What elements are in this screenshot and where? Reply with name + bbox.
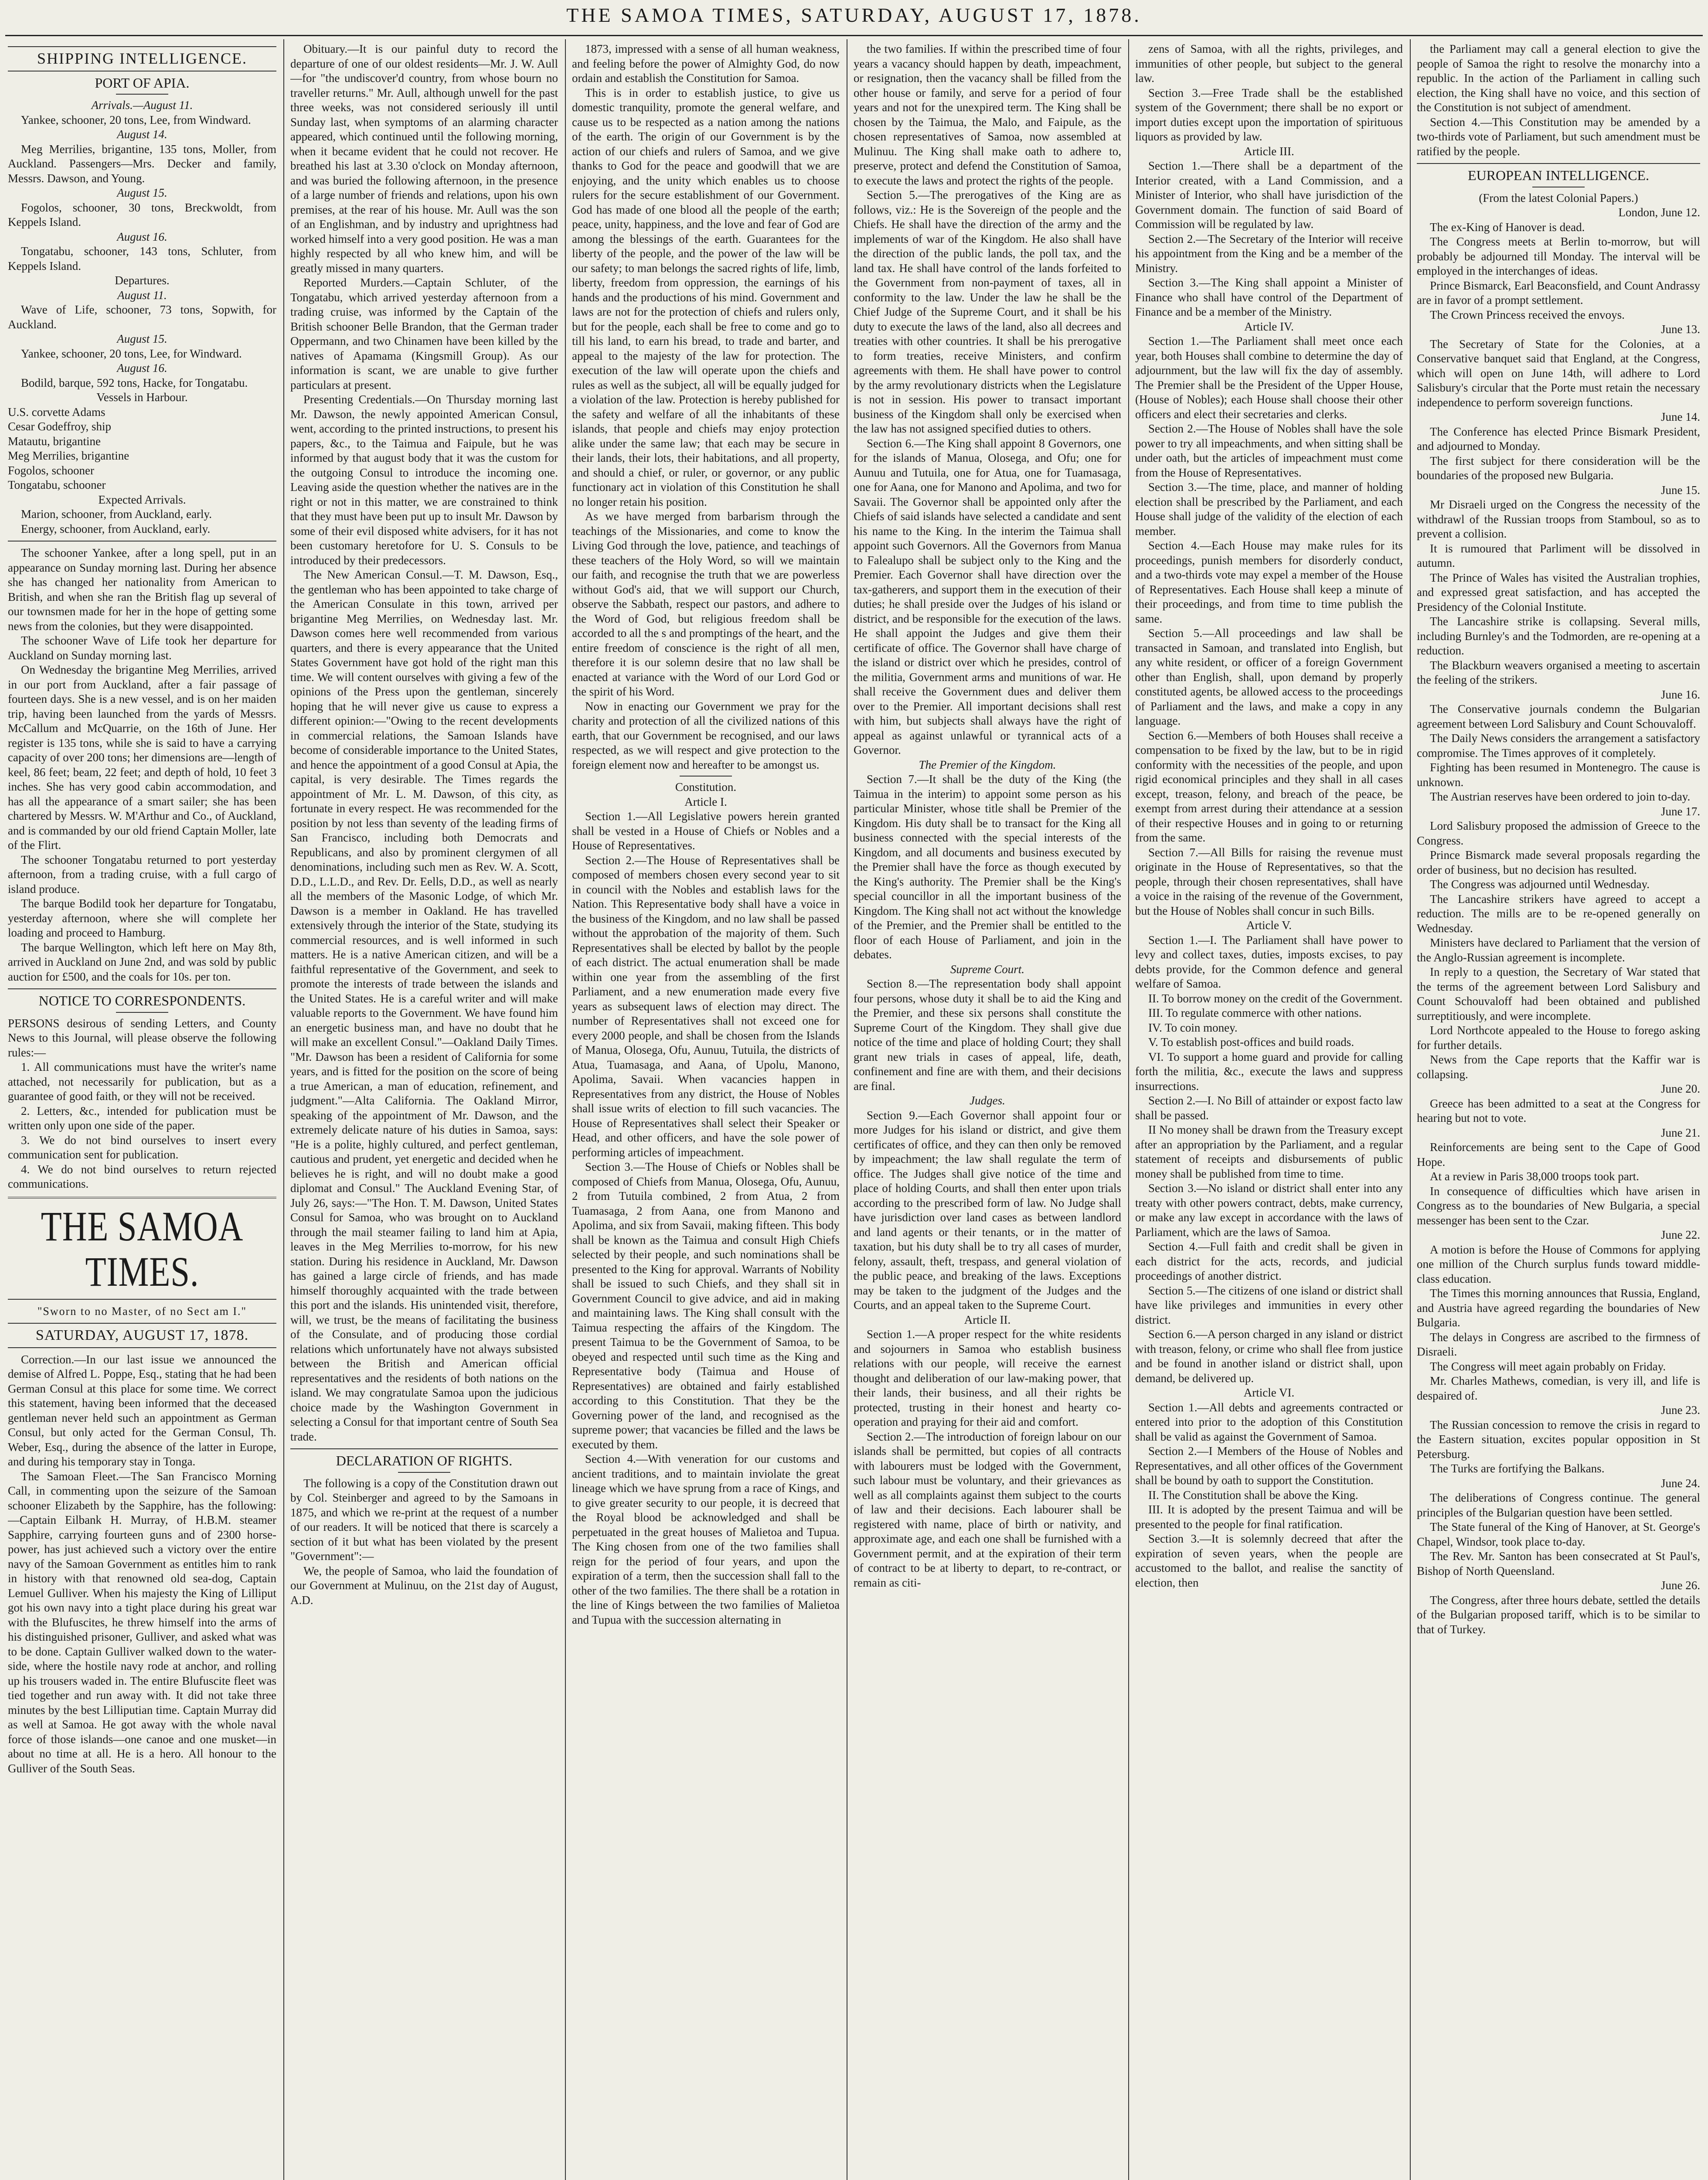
shipping-entry: Meg Merrilies, brigantine, 135 tons, Moller, from Auckland. Passengers—Mrs. Decker and family, Messrs. Dawson, and Young. [8,142,276,185]
section-paragraph: II No money shall be drawn from the Treasury except after an appropriation by the Parliament, and a regular statement of receipts and disbursements of public money shall be published from time to time. [1135,1123,1403,1180]
shipping-entry: Yankee, schooner, 20 tons, Lee, for Windward. [21,347,242,360]
court-heading: Supreme Court. [950,962,1024,976]
news-item: Mr Disraeli urged on the Congress the necessity of the withdrawl of the Russian troops from Stamboul, so as to prevent a collision. [1417,498,1700,540]
column-rule [565,39,566,2180]
section-paragraph: Section 2.—The House of Representatives shall be composed of members chosen every second year to sit in council with the Nobles and establish laws for the Nation. This Representative body shall have a voice in the business of the Kingdom, and no law shall be passed without the approbation of the majority of them. Such Representatives shall be elected by ballot by the people of each district. The actual enumeration shall be made within one year from the assembling of the first Parliament, and a new enumeration made every five years as subsequent laws of election may direct. The number of Representatives shall not exceed one for every 2000 people, and shall be chosen from the Islands of Manua, Olosega, Ofu, Aunuu, Tutuila, the districts of Atua, Tuamasaga, and Aana, of Upolu, Manono, Apolima, Savaii. When vacancies happen in Representatives from any district, the House of Nobles shall issue writs of election to fill such vacancies. The House of Representatives shall select their Speaker or Head, and other officers, and have the sole power of performing articles of impeachment. [572,853,840,1159]
news-item: Fighting has been resumed in Montenegro. The cause is unknown. [1417,761,1700,789]
column-6 [1417,42,1700,2180]
section-paragraph: Section 3.—The King shall appoint a Minister of Finance who shall have control of the Department of Finance and be a member of the Ministry. [1135,276,1403,318]
vessels-heading: Vessels in Harbour. [96,391,188,404]
news-paragraph: The schooner Tongatabu returned to port yesterday afternoon, from a trading cruise, with a full cargo of island produce. [8,853,276,896]
section-paragraph: Section 1.—All Legislative powers herein granted shall be vested in a House of Chiefs or Nobles and a House of Representatives. [572,810,840,852]
news-paragraph: The New American Consul.—T. M. Dawson, Esq., the gentleman who has been appointed to take charge of the American Consulate in this town, arrived per brigantine Meg Merrilies, on Wednesday last. Mr. Dawson comes here well recommended from various quarters, and there is every appearance that the United States Government have got hold of the right man this time. We will content ourselves with giving a few of the opinions of the Press upon the gentleman, sincerely hoping that he will never give us cause to express a different opinion:—"Owing to the recent developments in commercial relations, the Samoan Islands have become of considerable importance to the United States, and hence the appointment of a good Consul at Apia, the capital, is very desirable. The Times regards the appointment of Mr. L. M. Dawson, of this city, as fortunate in every respect. He was recommended for the position by not less than seventy of the leading firms of San Francisco, including both Democrats and Republicans, and also by prominent clergymen of all denominations, including such men as Rev. W. A. Scott, D.D., L.L.D., and Rev. Dr. Eells, D.D., as well as nearly all the members of the Masonic Lodge, of which Mr. Dawson is a member in Oakland. He has travelled extensively through the interior of the State, studying its commercial resources, and is well informed in such matters. He is a native American citizen, and will be a faithful representative of the Government, and seek to promote the interests of trade between the islands and the United States. He is a careful writer and will make valuable reports to the Government. We have found him an energetic business man, and have no doubt that he will make an excellent Consul."—Oakland Daily Times. "Mr. Dawson has been a resident of California for some years, and is fitted for the position on the score of being a true American, a man of education, refinement, and judgment."—Alta California. The Oakland Mirror, speaking of the appointment of Mr. Dawson, and the extremely delicate nature of his duties in Samoa, says: "He is a polite, highly cultured, and perfect gentleman, cautious and prudent, yet energetic and decided when he believes he is right, and will no doubt make a good diplomat and Consul." The Auckland Evening Star, of July 26, says:—"The Hon. T. M. Dawson, United States Consul for Samoa, who was brought on to Auckland through the mail steamer failing to land him at Apia, leaves in the Meg Merrilies to-morrow, for his new station. During his residence in Auckland, Mr. Dawson has gained a large circle of friends, and has made himself thoroughly acquainted with the trade between this port and the islands. His unintended visit, therefore, will, we trust, be the means of facilitating the business of the Consulate, and of producing those cordial relations which unfortunately have not always subsisted between the British and American official representatives and the residents of both nations on the island. We may congratulate Samoa upon the judicious choice made by the Washington Government in selecting a Consul for that important centre of South Sea trade. [290,568,558,1443]
divider [290,1448,558,1449]
news-item: The Conference has elected Prince Bismark President, and adjourned to Monday. [1417,425,1700,453]
divider [8,71,276,72]
news-item: The Lancashire strikers have agreed to accept a reduction. The mills are to be re-opened generally on Wednesday. [1417,892,1700,935]
article-heading: Article VI. [1243,1386,1295,1399]
section-paragraph: V. To establish post-offices and build roads. [1148,1036,1354,1049]
vessel-item: Tongatabu, schooner [8,478,106,491]
shipping-date: August 15. [117,332,167,345]
divider [8,1323,276,1324]
news-item: The Daily News considers the arrangement a satisfactory compromise. The Times approves of it completely. [1417,732,1700,760]
news-paragraph: Obituary.—It is our painful duty to record the departure of one of our oldest residents—Mr. J. W. Aull—for "the undiscover'd country, from whose bourn no traveller returns." Mr. Aull, although unwell for the past three weeks, was not considered seriously ill until Sunday last, when symptoms of an alarming character appeared, which continued until the following morning, when it became evident that he could not recover. He breathed his last at 3.30 o'clock on Monday afternoon, and was buried the following afternoon, in the presence of a large number of friends and relations, upon his own premises, at the rear of his house. Mr. Aull was the son of an Englishman, and by industry and uprightness had worked himself into a very good position. He was a man highly respected by all who knew him, and will be greatly missed in many quarters. [290,42,558,275]
section-paragraph: IV. To coin money. [1148,1021,1238,1034]
expected-item: Marion, schooner, from Auckland, early. [21,508,212,521]
shipping-entry: Fogolos, schooner, 30 tons, Breckwoldt, from Keppels Island. [8,201,276,228]
section-paragraph: Section 2.—I Members of the House of Nobles and Representatives, and all other offices of the Government shall be bound by oath to support the Constitution. [1135,1444,1403,1487]
notice-heading: NOTICE TO CORRESPONDENTS. [38,993,246,1008]
news-item: The Crown Princess received the envoys. [1430,308,1625,321]
article-heading: Article I. [684,795,727,808]
news-item: Lord Salisbury proposed the admission of Greece to the Congress. [1417,819,1700,847]
section-paragraph: III. To regulate commerce with other nations. [1148,1006,1362,1019]
divider [398,1472,450,1473]
departures-heading: Departures. [115,274,170,287]
section-paragraph: Section 6.—The King shall appoint 8 Governors, one for the islands of Manua, Olosega, and Ofu; one for Aunuu and Tutuila, one for Atua, one for Tuamasaga, one for Aana, one for Manono and Apolima, and two for Savaii. The Governor shall be appointed only after the Chiefs of said islands have selected a candidate and sent his name to the King. In the interim the Taimua shall appoint such Governors. All the Governors from Manua to Falealupo shall be subject only to the King and the Premier. Each Governor shall have direction over the tax-gatherers, and support them in the execution of their duties; he shall preside over the Judges of his island or district, and be responsible for the execution of the laws. He shall appoint the Judges and give them their certificate of office. The Governor shall have charge of the island or district over which he presides, control of the militia, Government arms and munitions of war. He shall receive the Government dues and deliver them over to the Premier. All important decisions shall rest with him, but subjects shall always have the right of appeal as against unlawful or tyrannical acts of a Governor. [854,436,1121,756]
news-item: Reinforcements are being sent to the Cape of Good Hope. [1417,1141,1700,1168]
section-paragraph: Section 1.—A proper respect for the white residents and sojourners in Samoa who establish business relations with our people, will receive the earnest thought and deliberation of our law-making power, that their lands, their business, and all their rights be protected, trusting in their honest and hearty co-operation and praying for their aid and comfort. [854,1328,1121,1428]
shipping-date: August 15. [117,186,167,199]
section-paragraph: Section 4.—This Constitution may be amended by a two-thirds vote of Parliament, but such amendment must be ratified by the people. [1417,115,1700,158]
section-paragraph: Section 2.—The introduction of foreign labour on our islands shall be permitted, but copies of all contracts with labourers must be lodged with the Government, such labour must be voluntary, and their grievances as well as all complaints against them subject to the courts of law and their decisions. Each labourer shall be registered with name, place of birth or nativity, and approximate age, and each one shall be furnished with a Government permit, and at the expiration of their term of contract to be at liberty to depart, to re-contract, or remain as citi- [854,1430,1121,1589]
news-item: News from the Cape reports that the Kaffir war is collapsing. [1417,1053,1700,1081]
news-item: Lord Northcote appealed to the House to forego asking for further details. [1417,1024,1700,1052]
shipping-entry: Yankee, schooner, 20 tons, Lee, from Windward. [21,113,251,126]
news-item: The Times this morning announces that Russia, England, and Austria have agreed regarding the boundaries of New Bulgaria. [1417,1287,1700,1329]
news-date: June 14. [1661,410,1700,423]
news-item: Greece has been admitted to a seat at the Congress for hearing but not to vote. [1417,1097,1700,1124]
divider [8,541,276,542]
news-paragraph: The barque Wellington, which left here on May 8th, arrived in Auckland on June 2nd, and was sold by public auction for £500, and the coals for 10s. per ton. [8,940,276,983]
news-paragraph: On Wednesday the brigantine Meg Merrilies, arrived in our port from Auckland, after a fair passage of fourteen days. She is a new vessel, and is on her maiden trip, having been launched from the yards of Messrs. McCallum and McQuarrie, on the 16th of June. Her register is 135 tons, while she is said to have a carrying capacity of over 200 tons; her dimensions are—length of keel, 86 feet; beam, 22 feet; and depth of hold, 10 feet 3 inches. She has very good cabin accommodation, and has all the appearance of a smart sailer; she has been chartered by Messrs. W. M'Arthur and Co., of Auckland, and is commanded by our old friend Captain Moller, late of the Flirt. [8,663,276,852]
declaration-heading: DECLARATION OF RIGHTS. [336,1453,513,1468]
shipping-date: August 14. [117,128,167,141]
section-paragraph: Section 3.—The House of Chiefs or Nobles shall be composed of Chiefs from Manua, Olosega, Ofu, Aunuu, 2 from Tutuila combined, 2 from Atua, 2 from Tuamasaga, 2 from Aana, one from Manono and Apolima, and six from Savaii, making fifteen. This body shall be known as the Taimua and consult High Chiefs selected by their people, and such nominations shall be presented to the King for approval. Warrants of Nobility shall be issued to such Chiefs, and they shall sit in Government Council to give advice, and aid in making and maintaining laws. The King shall consult with the Taimua respecting the affairs of the Kingdom. The present Taimua to be the Government of Samoa, to be obeyed and respected until such time as the King and Representative body (Taimua and House of Representatives) are obtained and fairly established according to this Constitution. That they be the Governing power of the land, and recognised as the supreme power; that vacancies be filled and the laws be executed by them. [572,1160,840,1451]
declaration-paragraph: We, the people of Samoa, who laid the foundation of our Government at Mulinuu, on the 21st day of August, A.D. [290,1564,558,1607]
european-source: (From the latest Colonial Papers.) [1479,191,1638,204]
issue-dateline: SATURDAY, AUGUST 17, 1878. [35,1327,249,1343]
news-date: June 22. [1661,1228,1700,1241]
section-paragraph: Section 2.—The Secretary of the Interior will receive his appointment from the King and be a member of the Ministry. [1135,232,1403,275]
news-paragraph: The barque Bodild took her departure for Tongatabu, yesterday afternoon, where she will complete her loading and proceed to Hamburg. [8,897,276,939]
column-1 [8,42,276,2180]
section-paragraph: the two families. If within the prescribed time of four years a vacancy should happen by death, impeachment, or resignation, then the vacancy shall be filled from the other house or family, and serve for a period of four years and not for the unexpired term. The King shall be chosen by the Taimua, the Malo, and Faipule, as the chosen representatives of Samoa, now assembled at Mulinuu. The King shall make oath to adhere to, preserve, protect and defend the Constitution of Samoa, to execute the laws and protect the rights of the people. [854,42,1121,187]
news-item: Ministers have declared to Parliament that the version of the Anglo-Russian agreement is incomplete. [1417,936,1700,964]
news-date: June 16. [1661,688,1700,701]
news-item: The State funeral of the King of Hanover, at St. George's Chapel, Windsor, took place to-day. [1417,1520,1700,1548]
news-paragraph: Reported Murders.—Captain Schluter, of the Tongatabu, which arrived yesterday afternoon from a trading cruise, was informed by the Captain of the British schooner Belle Brandon, that the German trader Oppermann, and two Chinamen have been killed by the natives of Apamama (Kingsmill Group). As our information is scant, we are unable to give further particulars at present. [290,276,558,392]
section-paragraph: Section 4.—Each House may make rules for its proceedings, punish members for disorderly conduct, and a two-thirds vote may expel a member of the House of Representatives. Each House shall keep a minute of their proceedings, and from time to time publish the same. [1135,539,1403,625]
section-paragraph: Section 5.—The prerogatives of the King are as follows, viz.: He is the Sovereign of the people and the Chiefs. He shall have the direction of the army and the implements of war of the Kingdom. He also shall have the direction of the public lands, the poll tax, and the land tax. He shall have control of the lands forfeited to the Government from non-payment of taxes, all in conformity to the law. Under the law he shall be the Chief Judge of the Supreme Court, and it shall be his duty to execute the laws of the land, also all decrees and treaties with other countries. It shall be his prerogative to form treaties, receive Ministers, and confirm agreements with them. He shall have power to control by the army revolutionary districts when the Legislature is not in session. His power to transact important business of the Kingdom shall only be exercised when the law has not assigned specified duties to others. [854,188,1121,435]
editorial-paragraph: Correction.—In our last issue we announced the demise of Alfred L. Poppe, Esq., stating that he had been German Consul at this place for some time. We correct this statement, having been informed that the deceased gentleman never held such an appointment as German Consul, but only acted for the German Consul, Th. Weber, Esq., during the absence of the latter in Europe, and during his temporary stay in Tonga. [8,1352,276,1468]
preamble-paragraph: This is in order to establish justice, to give us domestic tranquility, promote the general welfare, and cause us to be respected as a nation among the nations of the earth. The origin of our Government is by the action of our chiefs and rulers of Samoa, and we give thanks to God for the peace and goodwill that we are enjoying, and the unity which enables us to choose rulers for the secure establishment of our Government. God has made of one blood all the people of the earth; peace, unity, happiness, and the love and fear of God are among the blessings of the earth. Guarantees for the liberty of the people, and the power of the law will be our safety; to man belongs the sacred rights of life, limb, liberty, freedom from oppression, the earnings of his hands and the productions of his mind. Government and laws are not for the protection of chiefs and rulers only, but for the people, each shall be free to come and go to till his land, to earn his bread, to trade and barter, and appeal to the majesty of the law for protection. The execution of the law will operate upon the chiefs and rules as well as the subject, all will be equally judged for a violation of the law. Protection is hereby published for the safety and welfare of all the inhabitants of these islands, that people and chiefs may enjoy protection alike under the same law; that each may be secure in their lands, their lots, their habitations, and all property, and should a chief, or ruler, or governor, or any public functionary act in violation of this Constitution he shall no longer retain his position. [572,86,840,508]
page-header: THE SAMOA TIMES, SATURDAY, AUGUST 17, 1878. [566,4,1142,26]
news-item: Prince Bismarck, Earl Beaconsfield, and Count Andrassy are in favor of a prompt settlement. [1417,279,1700,307]
news-date: June 24. [1661,1476,1700,1490]
section-paragraph: Section 6.—Members of both Houses shall receive a compensation to be fixed by the law, but to be in rigid conformity with the necessities of the people, and upon rigid economical principles and they shall in all cases except, treason, felony, and breach of the peace, be exempt from arrest during their attendance at a session of their respective Houses and in going to or returning from the same. [1135,729,1403,844]
divider [680,776,732,777]
premier-heading: The Premier of the Kingdom. [919,758,1056,771]
section-paragraph: Section 7.—It shall be the duty of the King (the Taimua in the interim) to appoint some person as his particular Minister, whose title shall be Premier of the Kingdom. His duty shall be to transact for the King all business connected with the special interests of the Kingdom, and all documents and business executed by the Premier shall have the force as though executed by the King's authority. The Premier shall be the King's special councillor in all the important business of the Kingdom. The King shall not act without the knowledge of the Premier, and the Premier shall be entitled to the floor of each House of Parliament, and join in the debates. [854,773,1121,961]
shipping-entry: Tongatabu, schooner, 143 tons, Schluter, from Keppels Island. [8,245,276,272]
news-item: The Austrian reserves have been ordered to join to-day. [1430,790,1691,803]
preamble-paragraph: Now in enacting our Government we pray for the charity and protection of all the civilized nations of this earth, that our Government be recognised, and our laws respected, as we will respect and give protection to the foreign element now and hereafter to be amongst us. [572,699,840,771]
section-paragraph: Section 5.—All proceedings and law shall be transacted in Samoan, and translated into English, but any white resident, or officer of a foreign Government other than English, shall, upon demand by properly constituted agents, be allowed access to the proceedings of Parliament and the laws, and make a copy in any language. [1135,627,1403,727]
section-paragraph: the Parliament may call a general election to give the people of Samoa the right to resolve the monarchy into a republic. In the action of the Parliament in calling such election, the King shall have no voice, and this section of the Constitution is not subject of amendment. [1417,42,1700,114]
arrivals-heading: Arrivals.—August 11. [91,99,193,112]
news-date: June 21. [1661,1126,1700,1139]
news-item: The Secretary of State for the Colonies, at a Conservative banquet said that England, at the Congress, which will open on June 14th, will adhere to Lord Salisbury's circular that the Porte must retain the necessary independence to perform sovereign functions. [1417,337,1700,409]
news-date: June 13. [1661,323,1700,336]
preamble-paragraph: As we have merged from barbarism through the teachings of the Missionaries, and come to know the Living God through the love, patience, and teachings of these teachers of the Holy Word, so will we maintain our faith, and recognise the truth that we are powerless without God's aid, that we will support our Church, observe the Sabbath, respect our pastors, and adhere to the Word of God, but religious freedom shall be accorded to all the s and promptings of the heart, and the entire freedom of conscience is the right of all men, therefore it is our solemn desire that no law shall be enacted at variance with the Word of our Lord God or the spirit of his Word. [572,510,840,698]
news-date: June 26. [1661,1579,1700,1592]
european-items [1417,220,1700,1637]
news-item: The Russian concession to remove the crisis in regard to the Eastern situation, excites popular opposition in St Petersburg. [1417,1418,1700,1461]
section-paragraph: Section 3.—Free Trade shall be the established system of the Government; there shall be no export or import duties except upon the importation of spirituous liquors as provided by law. [1135,86,1403,143]
news-item: The ex-King of Hanover is dead. [1430,220,1585,234]
european-heading: EUROPEAN INTELLIGENCE. [1468,167,1649,183]
column-rule [1128,39,1129,2180]
news-item: A motion is before the House of Commons for applying one million of the Church surplus funds toward middle-class education. [1417,1243,1700,1285]
divider [8,1299,276,1300]
news-item: The Congress will meet again probably on Friday. [1430,1359,1666,1373]
news-item: The first subject for there consideration will be the boundaries of the proposed new Bulgaria. [1417,454,1700,482]
section-paragraph: Section 3.—The time, place, and manner of holding election shall be prescribed by the Parliament, and each House shall judge of the validity of the election of each member. [1135,480,1403,538]
section-paragraph: Section 3.—No island or district shall enter into any treaty with other powers contract, debts, make currency, or make any law except in accordance with the laws of Parliament, which are the laws of Samoa. [1135,1182,1403,1239]
column-4 [854,42,1121,2180]
news-paragraph: Presenting Credentials.—On Thursday morning last Mr. Dawson, the newly appointed American Consul, went, according to the printed instructions, to present his papers, &c., to the Taimua and Faipule, but he was informed by that august body that it was the custom for the outgoing Consul to introduce the incoming one. Leaving aside the question whether the natives are in the right or not in this matter, we are constrained to think that they must have been put up to insult Mr. Dawson by some of their evil disposed white advisers, for it has not been customary heretofore for U. S. Consuls to be introduced by their predecessors. [290,393,558,567]
section-paragraph: Section 6.—A person charged in any island or district with treason, felony, or crime who shall flee from justice and be found in another island or district shall, upon demand, be delivered up. [1135,1328,1403,1385]
constitution-heading: Constitution. [675,780,737,794]
notice-rule: 4. We do not bind ourselves to return rejected communications. [8,1162,276,1190]
divider [8,988,276,989]
column-2 [290,42,558,2180]
preamble-paragraph: 1873, impressed with a sense of all human weakness, and feeling before the power of Almighty God, do now ordain and establish the Constitution for Samoa. [572,42,840,85]
expected-heading: Expected Arrivals. [98,493,186,506]
notice-rule: 2. Letters, &c., intended for publication must be written only upon one side of the paper. [8,1104,276,1132]
vessel-item: Fogolos, schooner [8,463,94,477]
section-paragraph: Section 5.—The citizens of one island or district shall have like privileges and immunities in every other district. [1135,1284,1403,1326]
editorial-paragraph: The Samoan Fleet.—The San Francisco Morning Call, in commenting upon the seizure of the Samoan schooner Elizabeth by the Sapphire, has the following:—Captain Eilbank H. Murray, of H.B.M. steamer Sapphire, carrying fourteen guns and of 2300 horse-power, has just achieved such a victory over the entire navy of the Samoan Government as entitles him to rank in history with that renowned old sea-dog, Captain Lemuel Gulliver. When his majesty the King of Lilliput got his own navy into a tight place during his great war with the Blufuscites, he threw himself into the arms of his distinguished prisoner, Gulliver, and asked what was to be done. Captain Gulliver walked down to the water-side, where the hostile navy rode at anchor, and rolling up his trousers waded in. The entire Blufuscite fleet was tied together and run away with. It did not take three minutes by the best Lilliputian time. Captain Murray did as well at Samoa. He got away with the whole naval force of those islands—one canoe and one musket—in about no time at all. He is a hero. All honour to the Gulliver of the South Seas. [8,1469,276,1775]
section-paragraph: III. It is adopted by the present Taimua and will be presented to the people for final ratification. [1135,1503,1403,1531]
news-item: The Rev. Mr. Santon has been consecrated at St Paul's, Bishop of North Queensland. [1417,1550,1700,1577]
news-item: The delays in Congress are ascribed to the firmness of Disraeli. [1417,1330,1700,1358]
section-paragraph: Section 8.—The representation body shall appoint four persons, whose duty it shall be to aid the King and the Premier, and these six persons shall constitute the Supreme Court of the Kingdom. They shall give due notice of the time and place of holding Court; they shall grant new trials in cases of appeal, life, death, confinement and fine are with them, and their decisions are final. [854,977,1121,1093]
european-dateline: London, June 12. [1618,206,1700,219]
section-paragraph: II. To borrow money on the credit of the Government. [1148,991,1403,1005]
vessel-item: Meg Merrilies, brigantine [8,449,129,462]
article-heading: Article II. [964,1313,1011,1326]
declaration-paragraph: The following is a copy of the Constitution drawn out by Col. Steinberger and agreed to by the Samoans in 1875, and which we re-print at the request of a number of our readers. It will be noticed that there is scarcely a section of it but what has been violated by the present "Government":— [290,1476,558,1563]
section-paragraph: Section 7.—All Bills for raising the revenue must originate in the House of Representatives, so that the people, through their chosen representatives, shall have a voice in the raising of the revenue of the Government, but the House of Nobles shall concur in such Bills. [1135,845,1403,917]
vessel-item: Cesar Godeffroy, ship [8,420,111,433]
section-paragraph: Section 2.—I. No Bill of attainder or expost facto law shall be passed. [1135,1094,1403,1122]
article-heading: Article III. [1244,144,1294,158]
shipping-date: August 11. [117,288,167,302]
section-paragraph: VI. To support a home guard and provide for calling forth the militia, &c., execute the laws and suppress insurrections. [1135,1050,1403,1093]
header-rule [5,35,1703,36]
notice-rule: 1. All communications must have the writer's name attached, not necessarily for publication, but as a guarantee of good faith, or they will not be received. [8,1060,276,1103]
section-paragraph: Section 4.—With veneration for our customs and ancient traditions, and to maintain inviolate the great lineage which we have sprung from a race of Kings, and to give greater security to our people, it is decreed that the Royal blood be acknowledged and shall be perpetuated in the great houses of Malietoa and Tupua. The King chosen from one of the two families shall reign for the period of four years, and upon the expiration of a term, then the succession shall fall to the other of the two families. The there shall be a rotation in the line of Kings between the two families of Malietoa and Tupua with the succession alternating in [572,1452,840,1626]
judges-heading: Judges. [970,1094,1005,1107]
news-item: At a review in Paris 38,000 troops took part. [1430,1170,1639,1183]
shipping-date: August 16. [117,361,167,375]
news-item: The deliberations of Congress continue. The general principles of the Bulgarian question have been settled. [1417,1491,1700,1519]
news-item: The Conservative journals condemn the Bulgarian agreement between Lord Salisbury and Count Schouvaloff. [1417,702,1700,730]
news-item: The Lancashire strike is collapsing. Several mills, including Burnley's and the Todmorden, are re-opening at a reduction. [1417,615,1700,657]
news-paragraph: The schooner Yankee, after a long spell, put in an appearance on Sunday morning last. During her absence she has changed her nationality from American to British, and when she ran the British flag up several of our townsmen made for her in the hope of getting some news from the colonies, but they were disappointed. [8,546,276,633]
vessel-item: U.S. corvette Adams [8,405,105,419]
section-paragraph: Section 1.—I. The Parliament shall have power to levy and collect taxes, duties, imposts excises, to pay debts provide, for the Common defence and general welfare of Samoa. [1135,933,1403,990]
shipping-entry: Wave of Life, schooner, 73 tons, Sopwith, for Auckland. [8,303,276,331]
divider [116,1012,168,1013]
news-item: The Congress was adjourned until Wednesday. [1430,878,1650,891]
section-paragraph: Section 1.—There shall be a department of the Interior created, with a Land Commission, and a Minister of Interior, who shall have jurisdiction of the Government domain. The function of said Board of Commission will be regulated by law. [1135,159,1403,231]
section-paragraph: Section 1.—All debts and agreements contracted or entered into prior to the adoption of this Constitution shall be valid as against the Government of Samoa. [1135,1400,1403,1443]
news-date: June 20. [1661,1082,1700,1095]
column-rule [283,39,284,2180]
news-item: Mr. Charles Mathews, comedian, is very ill, and life is despaired of. [1417,1374,1700,1402]
shipping-date: August 16. [117,230,167,243]
section-paragraph: Section 1.—The Parliament shall meet once each year, both Houses shall combine to determine the day of adjournment, but the law will fix the day of assembly. The Premier shall be the President of the Upper House, (House of Nobles); each House shall choose their other officers and elect their secretaries and clerks. [1135,334,1403,421]
news-item: Prince Bismarck made several proposals regarding the order of business, but no decision has resulted. [1417,848,1700,876]
divider [8,46,276,47]
divider [8,1347,276,1348]
news-item: The Congress meets at Berlin to-morrow, but will probably be adjourned till Monday. The interval will be employed in the interchanges of ideas. [1417,235,1700,277]
news-item: The Blackburn weavers organised a meeting to ascertain the feeling of the strikers. [1417,658,1700,686]
news-date: June 17. [1661,804,1700,818]
news-item: In reply to a question, the Secretary of War stated that the terms of the agreement between Lord Salisbury and Count Schouvaloff had been obtained and published surreptitiously, and were incomplete. [1417,965,1700,1022]
section-paragraph: Section 9.—Each Governor shall appoint four or more Judges for his island or district, and give them certificates of office, and they can then only be removed by impeachment; the law shall regulate the term of office. The Judges shall give notice of the time and place of holding Courts, and shall then enter upon trials according to the prescribed form of law. No Judge shall have jurisdiction over land cases as between landlord and land agents or their tenants, or in the matter of taxation, but his duty shall be to try all cases of murder, felony, assault, theft, trespass, and general violation of the public peace, and breaking of the laws. Exceptions may be taken to the judgment of the Judges and the Courts, and an appeal taken to the Supreme Court. [854,1108,1121,1311]
news-date: June 15. [1661,483,1700,497]
article-heading: Article V. [1246,919,1292,932]
divider [1417,163,1700,164]
section-paragraph: Section 2.—The House of Nobles shall have the sole power to try all impeachments, and when sitting shall be under oath, but the articles of impeachment must come from the House of Representatives. [1135,422,1403,479]
news-paragraph: The schooner Wave of Life took her departure for Auckland on Sunday morning last. [8,634,276,662]
news-item: The Congress, after three hours debate, settled the details of the Bulgarian proposed tariff, which is to be similar to that of Turkey. [1417,1593,1700,1636]
news-item: The Turks are fortifying the Balkans. [1430,1462,1605,1475]
article-heading: Article IV. [1244,320,1294,333]
expected-item: Energy, schooner, from Auckland, early. [21,522,211,535]
section-paragraph: Section 4.—Full faith and credit shall be given in each district for the acts, records, and judicial proceedings of another district. [1135,1240,1403,1282]
section-paragraph: zens of Samoa, with all the rights, privileges, and immunities of other people, but subject to the general law. [1135,42,1403,85]
news-item: In consequence of difficulties which have arisen in Congress as to the boundaries of New Bulgaria, a special messenger has been sent to the Czar. [1417,1184,1700,1227]
divider [8,1197,276,1199]
vessel-item: Matautu, brigantine [8,434,101,448]
notice-rule: 3. We do not bind ourselves to insert every communication sent for publication. [8,1133,276,1161]
column-3 [572,42,840,2180]
column-5 [1135,42,1403,2180]
news-item: The Prince of Wales has visited the Australian trophies, and expressed great satisfaction, and has accepted the Presidency of the Colonial Institute. [1417,571,1700,613]
divider [116,94,168,95]
column-rule [1410,39,1411,2180]
notice-intro: PERSONS desirous of sending Letters, and County News to this Journal, will please observe the following rules:— [8,1016,276,1059]
paper-title: THE SAMOA TIMES. [41,1202,244,1295]
shipping-entry: Bodild, barque, 592 tons, Hacke, for Tongatabu. [21,376,248,389]
section-paragraph: II. The Constitution shall be above the King. [1148,1488,1358,1502]
section-paragraph: Section 3.—It is solemnly decreed that after the expiration of seven years, when the people are accustomed to the ballot, and realise the sanctity of election, then [1135,1532,1403,1589]
news-date: June 23. [1661,1403,1700,1417]
shipping-heading: SHIPPING INTELLIGENCE. [37,50,247,67]
port-heading: PORT OF APIA. [95,75,190,91]
paper-motto: "Sworn to no Master, of no Sect am I." [37,1305,247,1318]
news-item: It is rumoured that Parliment will be dissolved in autumn. [1417,542,1700,569]
